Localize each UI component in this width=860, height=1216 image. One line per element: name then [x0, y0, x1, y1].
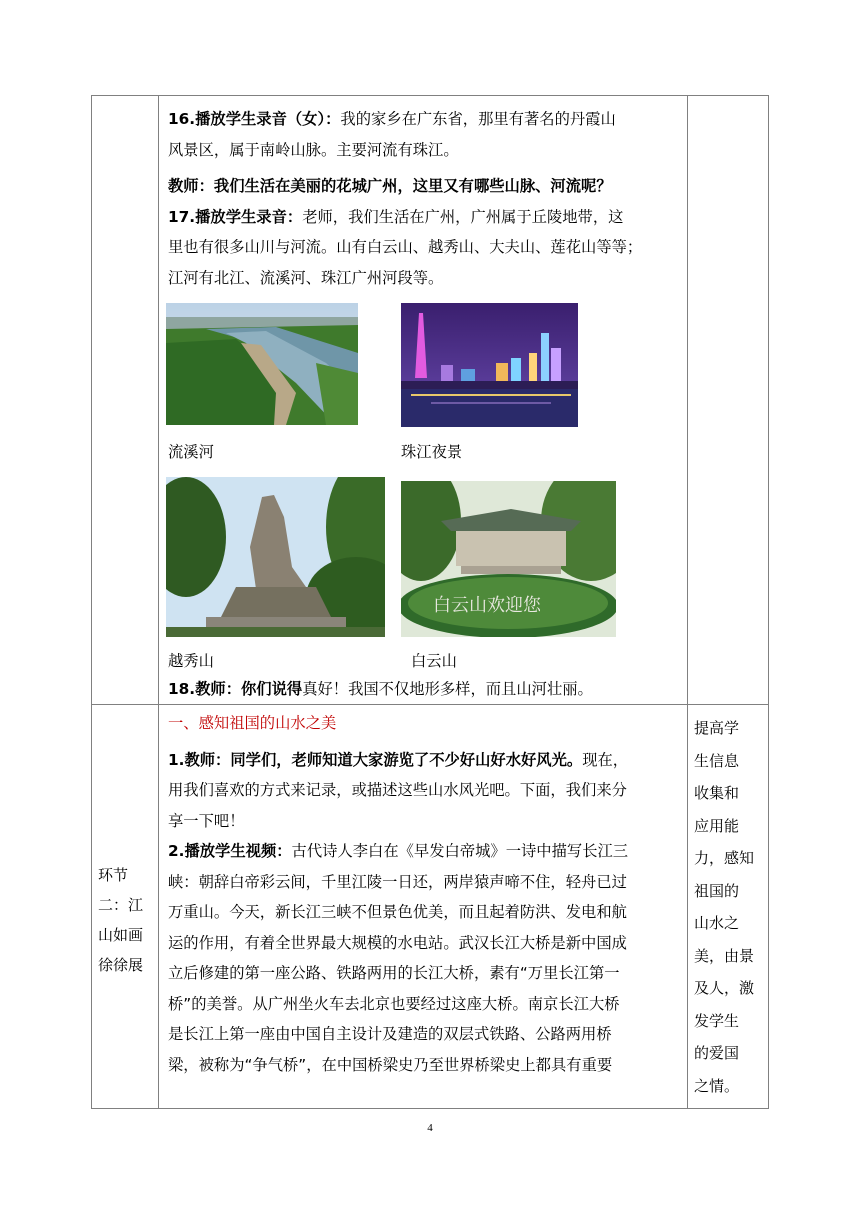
- p16-text-a: 我的家乡在广东省，那里有著名的丹霞山: [340, 110, 616, 128]
- p2-line: 立后修建的第一座公路、铁路两用的长江大桥，素有“万里长江第一: [168, 964, 620, 982]
- paragraph-17-line2: 里也有很多山川与河流。山有白云山、越秀山、大夫山、莲花山等等；: [168, 238, 643, 256]
- column-divider-left: [158, 95, 159, 1108]
- paragraph-1-line2: 用我们喜欢的方式来记录，或描述这些山水风光吧。下面，我们来分: [168, 781, 627, 799]
- p2-label: 2.播放学生视频：: [168, 842, 292, 860]
- baiyun-sign-text: 白云山欢迎您: [433, 595, 541, 616]
- photo-pearl-river-night: [401, 303, 578, 427]
- paragraph-16-cont: 风景区，属于南岭山脉。主要河流有珠江。: [168, 140, 459, 159]
- goal-line: 祖国的: [694, 881, 740, 900]
- caption-yuexiu-mountain: 越秀山: [168, 652, 214, 670]
- goal-line: 山水之: [694, 914, 740, 932]
- goal-line: 力，感知: [694, 849, 755, 867]
- page-number: 4: [427, 1122, 433, 1134]
- row1-content: [168, 104, 680, 293]
- p17-text-a: 老师，我们生活在广州，广州属于丘陵地带，这: [302, 207, 624, 226]
- photo-yuexiu-mountain: [166, 477, 385, 637]
- goal-line: 收集和: [694, 784, 740, 802]
- stage-label-line: 山如画: [98, 926, 144, 944]
- goal-line: 发学生: [694, 1011, 740, 1030]
- p1-label: 1.教师：同学们，老师知道大家游览了不少好山好水好风光。: [168, 750, 583, 769]
- paragraph-18: [168, 674, 680, 705]
- paragraph-17-line3: 江河有北江、流溪河、珠江广州河段等。: [168, 268, 444, 287]
- p2-line: 桥”的美誉。从广州坐火车去北京也要经过这座大桥。南京长江大桥: [168, 994, 620, 1013]
- paragraph-1: [168, 745, 680, 776]
- p2-line: 是长江上第一座由中国自主设计及建造的双层式铁路、公路两用桥: [168, 1025, 612, 1043]
- goal-line: 应用能: [694, 816, 740, 835]
- goal-line: 及人，激: [694, 979, 755, 997]
- stage-label-line: 环节: [98, 866, 129, 884]
- stage-label: [92, 860, 158, 980]
- teacher-question: 教师：我们生活在美丽的花城广州，这里又有哪些山脉、河流呢？: [168, 177, 612, 195]
- paragraph-17: [168, 202, 680, 233]
- paragraph-1-line3: 享一下吧！: [168, 811, 245, 830]
- goal-column: [690, 712, 764, 1102]
- goal-line: 提高学: [694, 719, 740, 737]
- stage-label-line: 徐徐展: [98, 956, 144, 974]
- section-heading: 一、感知祖国的山水之美: [168, 714, 337, 732]
- p16-label: 16.播放学生录音（女）：: [168, 110, 341, 128]
- caption-baiyun-mountain: 白云山: [411, 652, 457, 670]
- photo-baiyun-mountain: [401, 481, 616, 637]
- p18-label: 18.教师：你们说得: [168, 680, 303, 698]
- p2-line: 梁，被称为“争气桥”，在中国桥梁史乃至世界桥梁史上都具有重要: [168, 1055, 613, 1074]
- paragraph-16: [168, 104, 680, 135]
- paragraph-2: [168, 836, 680, 867]
- p17-label: 17.播放学生录音：: [168, 207, 303, 226]
- goal-line: 之情。: [694, 1076, 740, 1095]
- p1-text-a: 现在，: [582, 750, 629, 769]
- photo-liuxi-river: [166, 303, 358, 425]
- column-divider-right: [687, 95, 688, 1108]
- p18-text: 真好！我国不仅地形多样，而且山河壮丽。: [302, 680, 593, 698]
- p2-line: 峡：朝辞白帝彩云间，千里江陵一日还，两岸猿声啼不住，轻舟已过: [168, 872, 627, 891]
- caption-pearl-river-night: 珠江夜景: [401, 443, 463, 461]
- caption-liuxi-river: 流溪河: [168, 443, 214, 461]
- p2-line: 万重山。今天，新长江三峡不但景色优美，而且起着防洪、发电和航: [168, 903, 627, 921]
- row2-content: [168, 708, 680, 1080]
- goal-line: 的爱国: [694, 1044, 740, 1062]
- p2-line: 古代诗人李白在《早发白帝城》一诗中描写长江三: [291, 842, 629, 860]
- stage-label-line: 二：江: [98, 896, 144, 914]
- goal-line: 生信息: [694, 751, 740, 770]
- p2-line: 运的作用，有着全世界最大规模的水电站。武汉长江大桥是新中国成: [168, 933, 627, 952]
- goal-line: 美，由景: [694, 946, 755, 965]
